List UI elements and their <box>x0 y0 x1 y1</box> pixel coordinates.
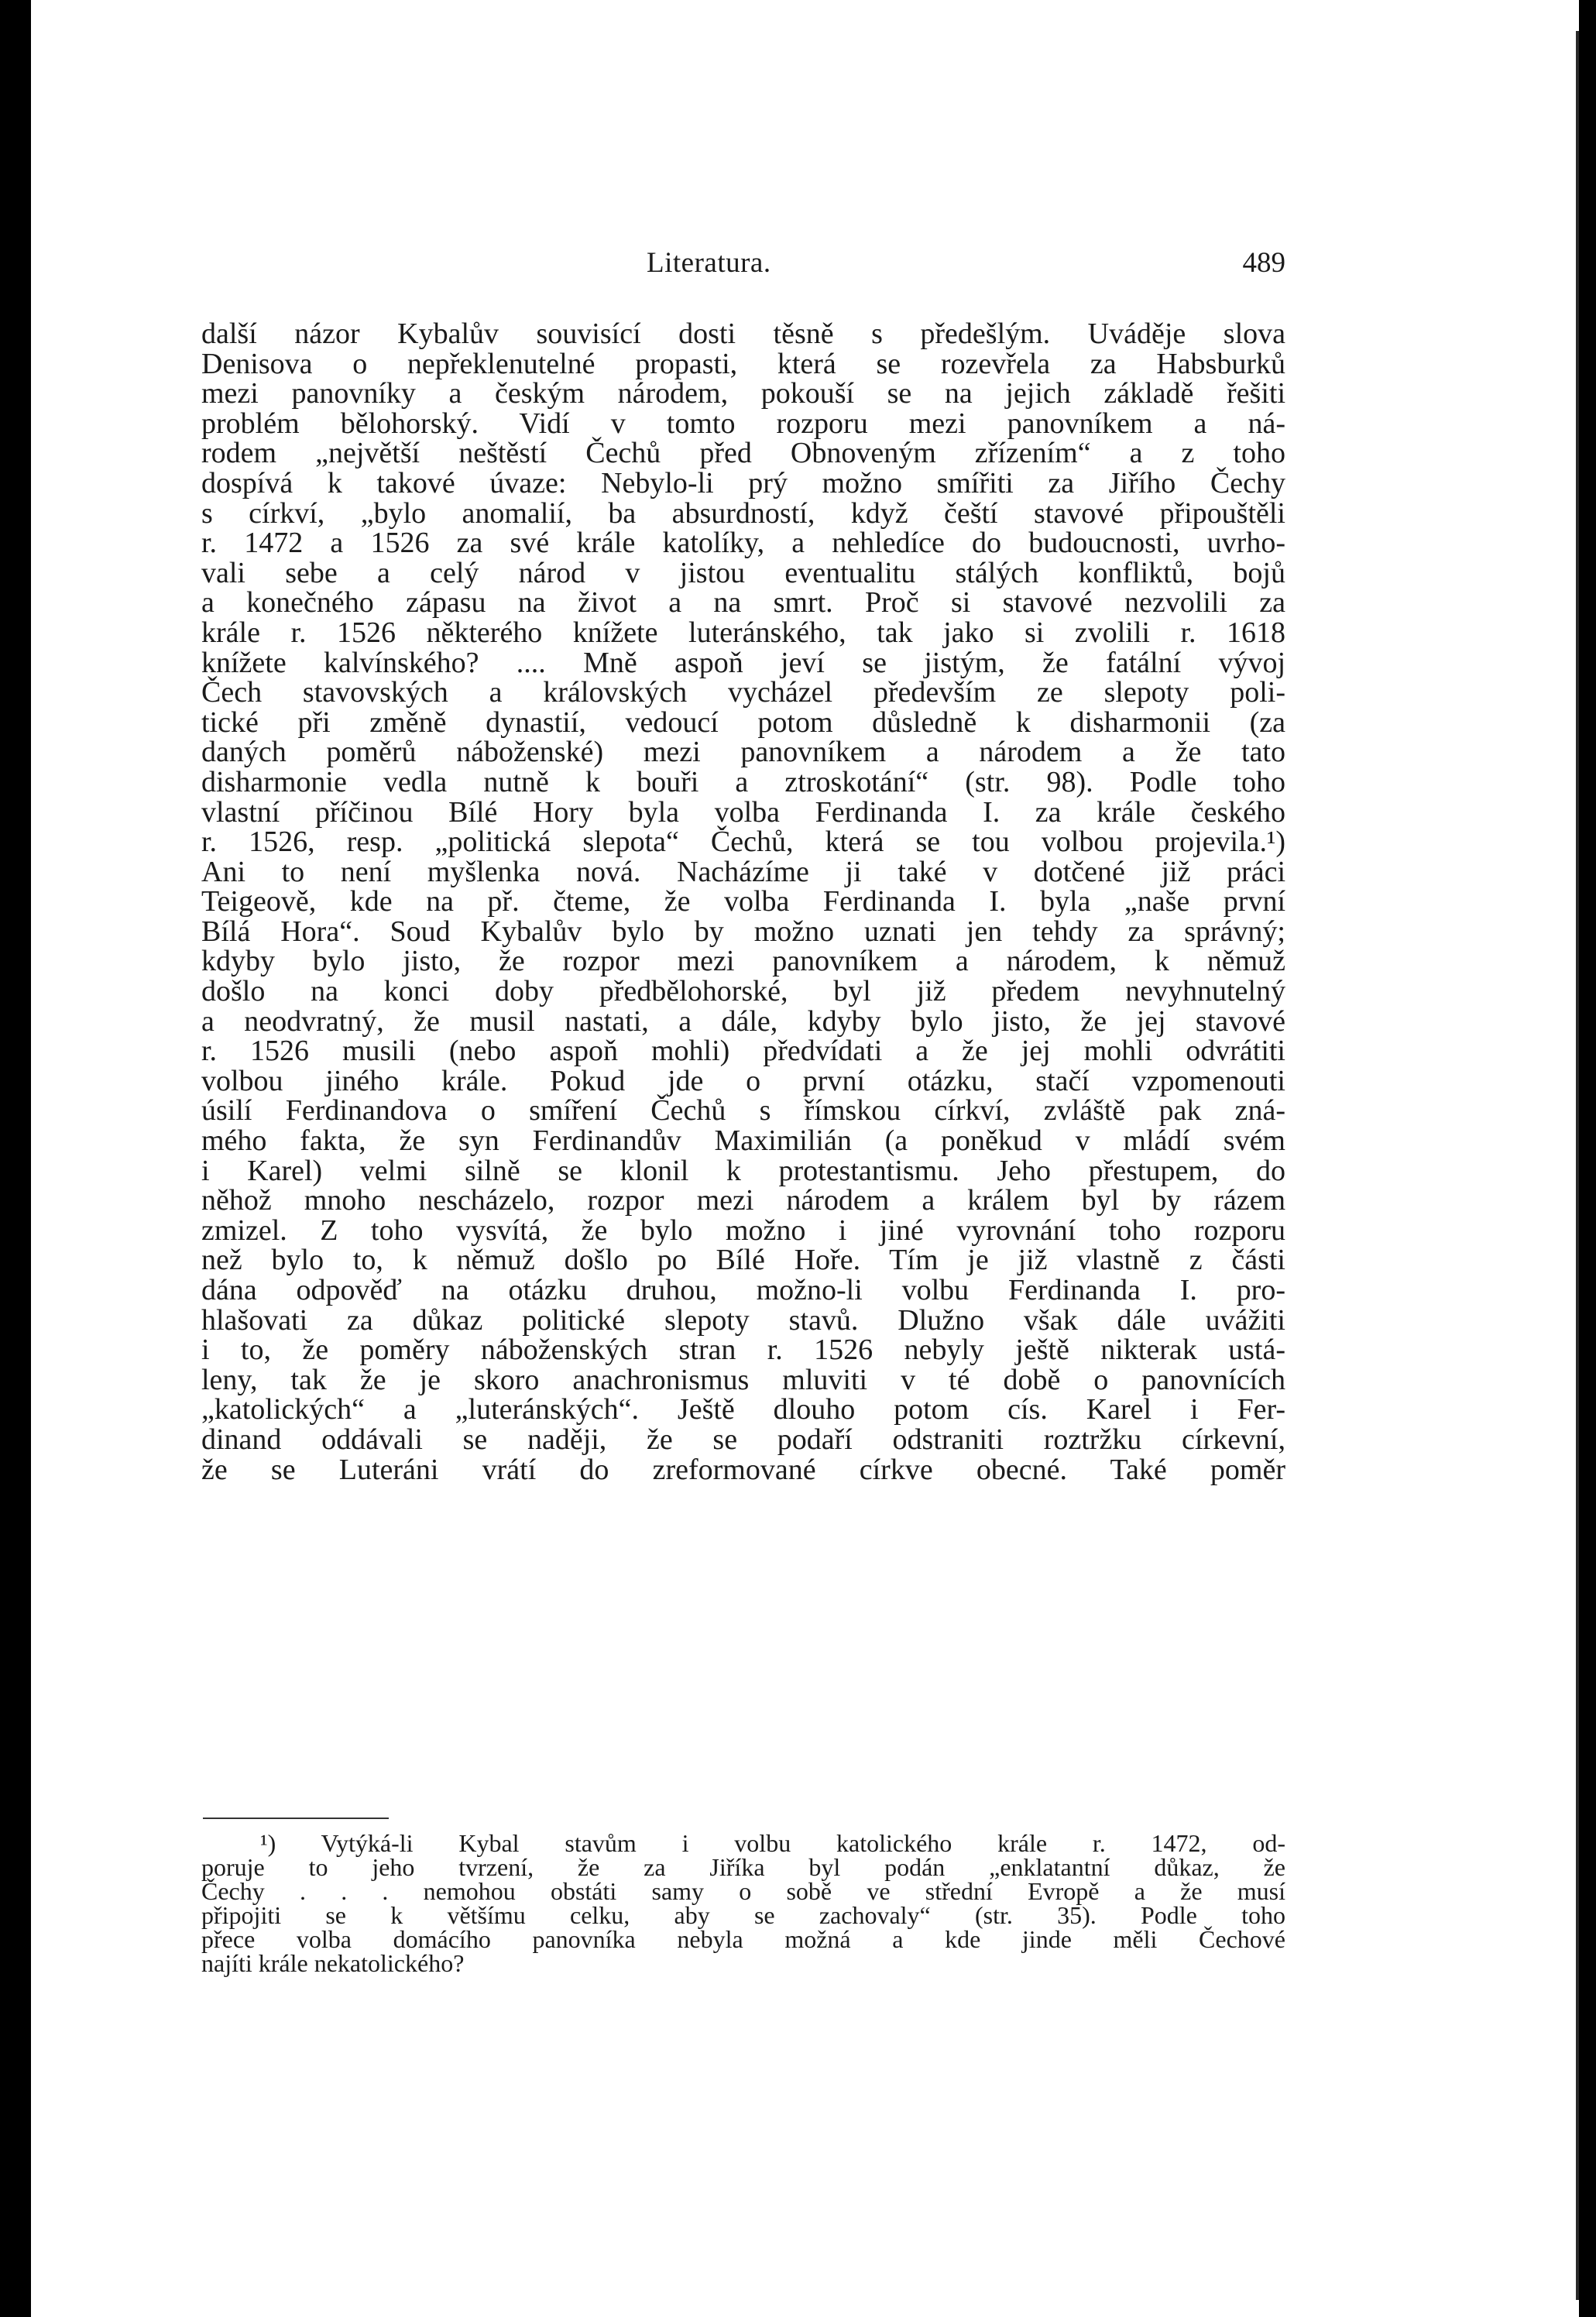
text-line: úsilí Ferdinandova o smíření Čechů s římskou církví, zvláště pak zná- <box>201 1094 1285 1128</box>
footnotes <box>201 1831 1285 1975</box>
text-line: a konečného zápasu na život a na smrt. Proč si stavové nezvolili za <box>201 586 1285 620</box>
text-line: problém bělohorský. Vidí v tomto rozporu mezi panovníkem a ná- <box>201 407 1285 440</box>
text-line: dinand oddávali se naději, že se podaří odstraniti roztržku církevní, <box>201 1423 1285 1456</box>
text-line: „katolických“ a „luteránských“. Ještě dlouho potom cís. Karel i Fer- <box>201 1393 1285 1426</box>
footnote-line: ¹) Vytýká-li Kybal stavům i volbu katolického krále r. 1472, od- <box>260 1829 1285 1857</box>
footnote-line: přece volba domácího panovníka nebyla možná a kde jinde měli Čechové <box>201 1925 1285 1953</box>
text-line: tické při změně dynastií, vedoucí potom důsledně k disharmonii (za <box>201 705 1285 739</box>
text-line: krále r. 1526 některého knížete luteránského, tak jako si zvolili r. 1618 <box>201 616 1285 649</box>
footnote-divider <box>203 1818 389 1819</box>
text-line: leny, tak že je skoro anachronismus mluviti v té době o panovnících <box>201 1363 1285 1396</box>
text-line: kdyby bylo jisto, že rozpor mezi panovníkem a národem, k němuž <box>201 945 1285 978</box>
text-line: vali sebe a celý národ v jistou eventualitu stálých konfliktů, bojů <box>201 556 1285 589</box>
text-line: disharmonie vedla nutně k bouři a ztroskotání“ (str. 98). Podle toho <box>201 765 1285 798</box>
footnote-line: najíti krále nekatolického? <box>201 1949 465 1977</box>
text-line: Teigeově, kde na př. čteme, že volba Ferdinanda I. byla „naše první <box>201 885 1285 918</box>
footnote-line: Čechy . . . nemohou obstáti samy o sobě ve střední Evropě a že musí <box>201 1877 1285 1905</box>
text-line: i to, že poměry náboženských stran r. 1526 nebyly ještě nikterak ustá- <box>201 1334 1285 1367</box>
text-line: dospívá k takové úvaze: Nebylo-li prý možno smířiti za Jiřího Čechy <box>201 466 1285 499</box>
text-line: s církví, „bylo anomalií, ba absurdností, když čeští stavové připouštěli <box>201 496 1285 530</box>
text-line: Bílá Hora“. Soud Kybalův bylo by možno uznati jen tehdy za správný; <box>201 915 1285 948</box>
text-line: hlašovati za důkaz politické slepoty stavů. Dlužno však dále uvážiti <box>201 1303 1285 1337</box>
text-line: Denisova o nepřeklenutelné propasti, která se rozevřela za Habsburků <box>201 347 1285 380</box>
footnote-line: připojiti se k většímu celku, aby se zachovaly“ (str. 35). Podle toho <box>201 1901 1285 1929</box>
text-line: že se Luteráni vrátí do zreformované církve obecné. Také poměr <box>201 1453 1285 1486</box>
text-line: zmizel. Z toho vysvítá, že bylo možno i jiné vyrovnání toho rozporu <box>201 1213 1285 1247</box>
text-line: rodem „největší neštěstí Čechů před Obnoveným zřízením“ a z toho <box>201 437 1285 470</box>
text-line: než bylo to, k němuž došlo po Bílé Hoře. Tím je již vlastně z části <box>201 1244 1285 1277</box>
text-line: mezi panovníky a českým národem, pokouší se na jejich základě řešiti <box>201 377 1285 410</box>
page-number: 489 <box>1242 247 1285 279</box>
text-line: r. 1472 a 1526 za své krále katolíky, a nehledíce do budoucnosti, uvrho- <box>201 527 1285 560</box>
body-text <box>201 319 1285 1485</box>
text-line: Ani to není myšlenka nová. Nacházíme ji také v dotčené již práci <box>201 855 1285 888</box>
text-line: i Karel) velmi silně se klonil k protestantismu. Jeho přestupem, do <box>201 1154 1285 1187</box>
text-line: došlo na konci doby předbělohorské, byl již předem nevyhnutelný <box>201 975 1285 1008</box>
text-line: daných poměrů náboženské) mezi panovníkem a národem a že tato <box>201 736 1285 769</box>
text-line: r. 1526, resp. „politická slepota“ Čechů, která se tou volbou projevila.¹) <box>201 826 1285 859</box>
scan-border-right <box>1579 0 1596 2317</box>
text-line: Čech stavovských a královských vycházel především ze slepoty poli- <box>201 676 1285 709</box>
footnote-line: poruje to jeho tvrzení, že za Jiříka byl podán „enklatantní důkaz, že <box>201 1853 1285 1881</box>
running-title: Literatura. <box>647 247 771 279</box>
text-line: dána odpověď na otázku druhou, možno-li volbu Ferdinanda I. pro- <box>201 1274 1285 1306</box>
text-line: vlastní příčinou Bílé Hory byla volba Ferdinanda I. za krále českého <box>201 795 1285 829</box>
text-line: r. 1526 musili (nebo aspoň mohli) předvídati a že jej mohli odvrátiti <box>201 1035 1285 1068</box>
text-line: mého fakta, že syn Ferdinandův Maximilián (a poněkud v mládí svém <box>201 1124 1285 1158</box>
text-line: něhož mnoho nescházelo, rozpor mezi národem a králem byl by rázem <box>201 1184 1285 1217</box>
text-line: další názor Kybalův souvisící dosti těsně s předešlým. Uváděje slova <box>201 318 1285 350</box>
scan-border-left <box>0 0 31 2317</box>
text-line: knížete kalvínského? .... Mně aspoň jeví se jistým, že fatální vývoj <box>201 646 1285 679</box>
text-line: volbou jiného krále. Pokud jde o první otázku, stačí vzpomenouti <box>201 1064 1285 1097</box>
page-header <box>201 246 1285 285</box>
text-line: a neodvratný, že musil nastati, a dále, kdyby bylo jisto, že jej stavové <box>201 1004 1285 1038</box>
